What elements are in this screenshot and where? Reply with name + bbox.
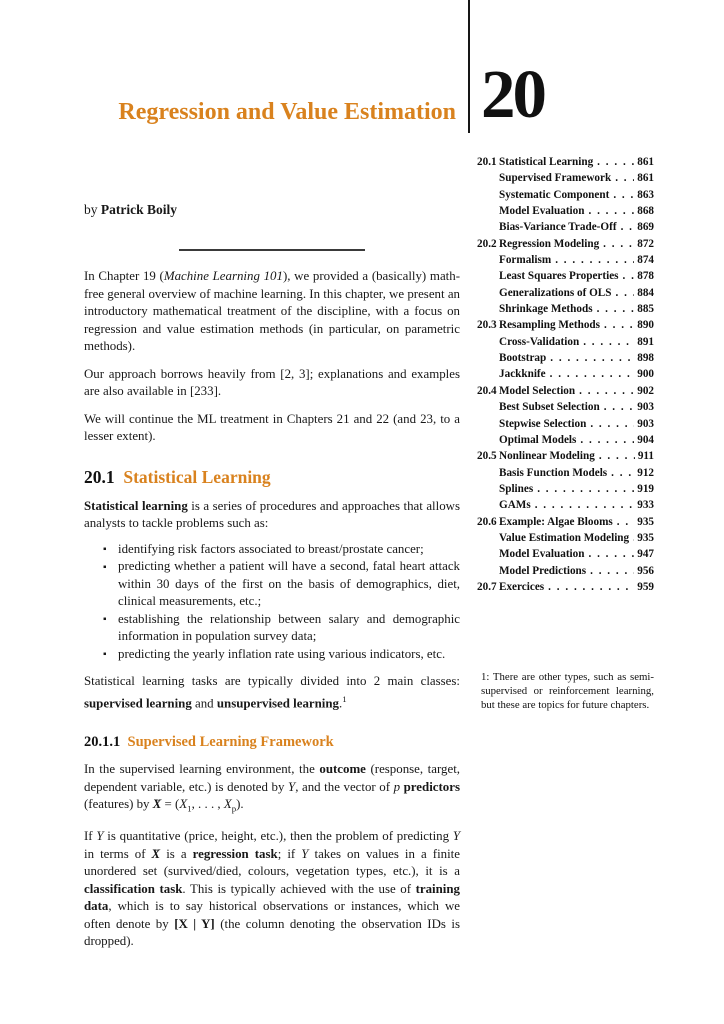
toc-dot-leader	[611, 465, 634, 481]
toc-entry-page: 898	[637, 352, 654, 365]
toc-entry-number: 20.1	[477, 156, 497, 168]
chapter-number: 20	[481, 56, 544, 132]
table-of-contents	[477, 154, 654, 595]
toc-entry-label: Bootstrap	[499, 352, 547, 365]
section-number: 20.1	[84, 466, 115, 487]
toc-entry-label: Model Evaluation	[499, 205, 585, 218]
toc-entry-label: Basis Function Models	[499, 466, 608, 479]
toc-entry	[477, 366, 654, 382]
toc-dot-leader	[579, 383, 634, 399]
toc-entry-label: Formalism	[499, 254, 552, 267]
bold-term: supervised learning	[84, 695, 192, 710]
toc-dot-leader	[597, 154, 634, 170]
toc-entry	[477, 268, 654, 284]
list-item: ▪ establishing the relationship between salary and demographic information in population survey data;	[84, 611, 460, 646]
toc-entry-page: 868	[637, 205, 654, 218]
text: In the supervised learning environment, the	[84, 762, 320, 777]
main-column	[84, 202, 460, 951]
section-heading-20-1	[84, 467, 460, 488]
toc-entry	[477, 317, 654, 333]
toc-dot-leader	[617, 514, 634, 530]
toc-entry-number: 20.6	[477, 515, 497, 528]
toc-entry	[477, 285, 654, 301]
toc-dot-leader	[535, 497, 635, 513]
math-variable: p	[393, 779, 401, 794]
toc-entry-label: Value Estimation Modeling	[499, 531, 630, 544]
toc-entry-number: 20.2	[477, 237, 497, 250]
toc-dot-leader	[615, 170, 634, 186]
toc-dot-leader	[590, 416, 634, 432]
toc-entry	[477, 154, 654, 170]
toc-entry-label: Model Predictions	[499, 564, 587, 577]
text: = (	[161, 797, 180, 812]
toc-entry-label: Systematic Component	[499, 188, 610, 201]
toc-dot-leader	[616, 285, 635, 301]
subscript: 1	[187, 803, 192, 814]
toc-dot-leader	[588, 546, 634, 562]
toc-entry-label: GAMs	[499, 499, 531, 512]
math-variable: X	[179, 797, 188, 812]
toc-entry	[477, 497, 654, 513]
toc-entry-page: 911	[637, 450, 654, 463]
subscript: p	[231, 803, 237, 814]
toc-dot-leader	[597, 301, 635, 317]
toc-entry-page: 861	[637, 172, 654, 185]
toc-entry-label: Splines	[499, 482, 534, 495]
toc-entry-label: Stepwise Selection	[499, 417, 587, 430]
toc-entry	[477, 399, 654, 415]
toc-entry-page: 935	[637, 531, 654, 544]
text: is a	[160, 846, 193, 861]
toc-entry-page: 890	[637, 319, 654, 332]
toc-dot-leader	[537, 481, 634, 497]
toc-entry-label: Bias-Variance Trade-Off	[499, 221, 617, 234]
text: Statistical learning tasks are typically divided into 2 main classes:	[84, 674, 460, 688]
toc-entry-label: Model Selection	[499, 384, 576, 397]
toc-entry	[477, 236, 654, 252]
toc-dot-leader	[590, 563, 634, 579]
subsection-title: Supervised Learning Framework	[127, 734, 334, 751]
toc-entry-label: Example: Algae Blooms	[499, 515, 613, 528]
toc-entry	[477, 334, 654, 350]
toc-dot-leader	[603, 236, 634, 252]
bold-term: Statistical learning	[84, 498, 188, 513]
toc-entry	[477, 465, 654, 481]
toc-entry-label: Jackknife	[499, 368, 546, 381]
section-rule	[179, 249, 365, 251]
vector-x: → X	[152, 846, 161, 864]
list-item: ▪ identifying risk factors associated to breast/prostate cancer;	[84, 541, 460, 559]
toc-entry-label: Regression Modeling	[499, 237, 600, 250]
bold-term: predictors	[403, 779, 460, 794]
toc-entry-label: Optimal Models	[499, 433, 577, 446]
toc-entry-number: 20.7	[477, 580, 497, 593]
toc-entry	[477, 350, 654, 366]
toc-entry-page: 919	[637, 482, 654, 495]
toc-entry	[477, 170, 654, 186]
author-name: Patrick Boily	[100, 202, 177, 217]
math-variable: Y	[452, 829, 460, 844]
bold-term: classification task	[84, 881, 183, 896]
toc-entry-page: 891	[637, 335, 654, 348]
toc-entry-page: 904	[637, 433, 654, 446]
bold-term: regression task	[192, 846, 278, 861]
toc-entry-label: Nonlinear Modeling	[499, 450, 595, 463]
text: , . . . ,	[191, 797, 224, 812]
statistical-learning-paragraph	[84, 498, 460, 533]
toc-entry-page: 885	[637, 303, 654, 316]
toc-entry-label: Supervised Framework	[499, 172, 612, 185]
toc-entry	[477, 301, 654, 317]
byline-prefix: by	[84, 202, 101, 217]
text: (response, target, dependent variable, etc.) is denoted by	[84, 762, 461, 794]
toc-entry	[477, 432, 654, 448]
text: is quantitative (price, height, etc.), then the problem of predicting	[103, 829, 453, 844]
toc-entry-page: 884	[637, 286, 654, 299]
toc-entry-number: 20.4	[477, 384, 497, 397]
subsection-number: 20.1.1	[84, 734, 121, 751]
toc-entry-page: 959	[637, 580, 654, 593]
toc-entry	[477, 530, 654, 546]
toc-entry-number: 20.3	[477, 319, 497, 332]
text: is a series of procedures and approaches that allows analysts to tackle problems such as:	[84, 498, 460, 530]
book-reference: Machine Learning 101	[163, 269, 283, 283]
toc-entry	[477, 383, 654, 399]
bold-term: training data	[84, 881, 460, 914]
footnote-marker: 1	[342, 693, 347, 704]
toc-dot-leader	[580, 432, 634, 448]
text: In Chapter 19 (	[84, 269, 164, 283]
subsection-heading-20-1-1	[84, 734, 460, 751]
toc-dot-leader	[555, 252, 634, 268]
toc-entry-label: Statistical Learning	[499, 156, 594, 168]
text: ).	[236, 797, 244, 812]
bold-term: outcome	[319, 762, 366, 777]
toc-entry	[477, 481, 654, 497]
toc-dot-leader	[588, 203, 634, 219]
toc-entry-page: 935	[637, 515, 654, 528]
toc-dot-leader	[623, 268, 635, 284]
toc-entry-page: 912	[637, 466, 654, 479]
list-item: ▪ predicting whether a patient will have a second, fatal heart attack within 30 days of the first on the basis of demographics, diet, clinical measurements, etc.;	[84, 558, 460, 611]
toc-entry	[477, 416, 654, 432]
text: and	[191, 695, 217, 710]
toc-entry-label: Least Squares Properties	[499, 270, 619, 283]
toc-entry	[477, 514, 654, 530]
toc-entry-page: 874	[637, 254, 654, 267]
task-classes-paragraph	[84, 673, 460, 712]
toc-entry-page: 869	[637, 221, 654, 234]
toc-entry-page: 872	[637, 237, 654, 250]
toc-entry-label: Shrinkage Methods	[499, 303, 593, 316]
toc-entry-label: Best Subset Selection	[499, 401, 600, 414]
math-variable: Y	[96, 829, 104, 844]
byline	[84, 202, 460, 218]
toc-entry-page: 956	[637, 564, 654, 577]
toc-dot-leader	[550, 350, 634, 366]
toc-entry	[477, 448, 654, 464]
regression-classification-paragraph	[84, 828, 460, 951]
toc-dot-leader	[548, 579, 634, 595]
toc-entry	[477, 546, 654, 562]
section-title: Statistical Learning	[123, 466, 271, 487]
toc-entry-page: 878	[637, 270, 654, 283]
text: .	[339, 695, 343, 710]
vector-x: → X	[153, 796, 162, 814]
text: ; if	[277, 846, 302, 861]
text: , and the vector of	[295, 779, 394, 794]
list-item: ▪ predicting the yearly inflation rate using various indicators, etc.	[84, 646, 460, 664]
text: . This is typically achieved with the use of	[182, 881, 416, 896]
intro-paragraph-2: Our approach borrows heavily from [2, 3]; explanations and examples are also available in [233].	[84, 366, 460, 398]
toc-entry	[477, 187, 654, 203]
intro-paragraph-1	[84, 268, 460, 356]
math-variable: Y	[288, 779, 296, 794]
toc-entry-label: Cross-Validation	[499, 335, 580, 348]
matrix-notation: [X | Y]	[174, 916, 215, 931]
toc-entry-page: 902	[637, 384, 654, 397]
chapter-title: Regression and Value Estimation	[118, 99, 456, 125]
text: (the column denoting the observation IDs is dropped).	[84, 916, 461, 949]
toc-entry-label: Resampling Methods	[499, 319, 601, 332]
toc-entry-page: 947	[637, 548, 654, 561]
toc-dot-leader	[604, 317, 634, 333]
toc-entry	[477, 563, 654, 579]
toc-entry	[477, 579, 654, 595]
toc-entry	[477, 219, 654, 235]
toc-entry-label: Generalizations of OLS	[499, 286, 612, 299]
intro-paragraph-3: We will continue the ML treatment in Chapters 21 and 22 (and 23, to a lesser extent).	[84, 411, 460, 443]
toc-dot-leader	[583, 334, 634, 350]
text: ), we provided a (basically) math-free general overview of machine learning. In this chapter, we present an introductory mathematical treatment of the discipline, with a focus on regression and value estimation methods (in particular, on parametric methods).	[84, 269, 460, 353]
toc-entry-label: Exercices	[499, 580, 545, 593]
toc-dot-leader	[613, 187, 634, 203]
text: , which is to say historical observations or instances, which we often denote by	[84, 899, 460, 931]
toc-dot-leader	[621, 219, 635, 235]
toc-dot-leader	[633, 530, 634, 546]
toc-dot-leader	[604, 399, 635, 415]
bold-term: unsupervised learning	[216, 695, 339, 710]
toc-entry	[477, 252, 654, 268]
text: (features) by	[84, 797, 153, 812]
toc-entry	[477, 203, 654, 219]
toc-dot-leader	[599, 448, 635, 464]
text: in terms of	[84, 846, 152, 861]
sidenote-1: 1: There are other types, such as semi-supervised or reinforcement learning, but these are topics for future chapters.	[481, 671, 654, 711]
toc-entry-page: 861	[637, 156, 654, 168]
math-variable: Y	[301, 846, 309, 861]
toc-entry-page: 900	[637, 368, 654, 381]
toc-entry-page: 903	[637, 417, 654, 430]
toc-entry-page: 933	[637, 499, 654, 512]
toc-entry-page: 863	[637, 188, 654, 201]
chapter-divider-bar	[468, 0, 470, 133]
text: If	[84, 829, 97, 844]
toc-entry-number: 20.5	[477, 450, 497, 463]
toc-entry-page: 903	[637, 401, 654, 414]
examples-list	[84, 541, 460, 664]
math-variable: X	[223, 797, 232, 812]
supervised-framework-paragraph	[84, 761, 460, 818]
toc-dot-leader	[550, 366, 635, 382]
toc-entry-label: Model Evaluation	[499, 548, 585, 561]
text: takes on values in a finite unordered set (survived/died, colours, vegetation types, etc.), it is a	[84, 846, 460, 879]
